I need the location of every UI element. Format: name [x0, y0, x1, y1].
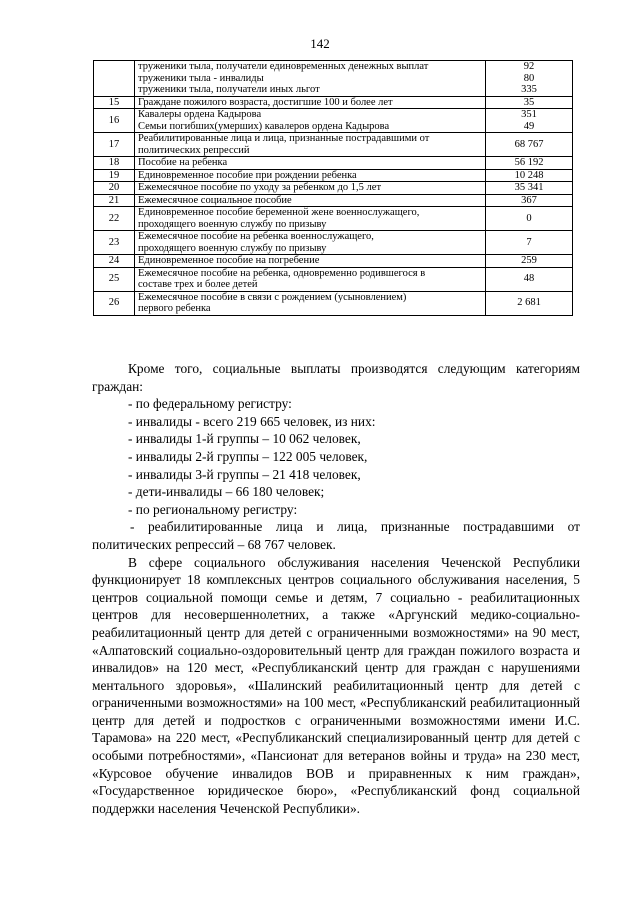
- rehab-paragraph: - реабилитированные лица и лица, признанные пострадавшими от политических репрессий – 68 767 человек.: [92, 519, 580, 552]
- table-row: [94, 231, 573, 255]
- description-line: первого ребенка: [138, 303, 211, 314]
- table-row: [94, 96, 573, 109]
- table-row: [94, 255, 573, 268]
- description-line: Единовременное пособие на погребение: [138, 255, 320, 266]
- list-item: - инвалиды 2-й группы – 122 005 человек,: [128, 448, 368, 464]
- value-cell: [486, 61, 573, 97]
- description-cell: [135, 231, 486, 255]
- row-number-cell: 23: [94, 231, 135, 255]
- row-number-cell: 22: [94, 207, 135, 231]
- table-row: [94, 157, 573, 170]
- description-line: Граждане пожилого возраста, достигшие 100 и более лет: [138, 96, 393, 108]
- description-line: Ежемесячное пособие на ребенка военнослужащего,: [138, 231, 374, 242]
- description-line: Пособие на ребенка: [138, 157, 228, 168]
- value-line: 49: [523, 120, 535, 132]
- row-number-cell: 16: [94, 109, 135, 133]
- table-row: [94, 109, 573, 133]
- row-number-cell: 19: [94, 169, 135, 182]
- value-cell: [486, 182, 573, 195]
- value-cell: [486, 255, 573, 268]
- value-cell: [486, 194, 573, 207]
- value-line: 35 341: [514, 182, 544, 193]
- description-line: Единовременное пособие беременной жене военнослужащего,: [138, 207, 420, 218]
- value-line: 2 681: [517, 297, 541, 309]
- value-line: 7: [526, 236, 532, 248]
- value-line: 35: [523, 96, 535, 108]
- value-line: 0: [526, 212, 532, 224]
- value-line: 48: [523, 273, 535, 285]
- list-item: - инвалиды - всего 219 665 человек, из них:: [128, 413, 376, 429]
- description-line: Ежемесячное пособие на ребенка, одновременно родившегося в: [138, 267, 426, 279]
- description-line: труженики тыла, получатели иных льгот: [138, 84, 320, 95]
- description-line: Ежемесячное социальное пособие: [138, 194, 292, 206]
- page-number: 142: [310, 36, 330, 51]
- row-number-cell: [94, 61, 135, 97]
- value-line: 367: [521, 194, 537, 206]
- table-row: [94, 291, 573, 315]
- value-cell: [486, 169, 573, 182]
- description-line: Кавалеры ордена Кадырова: [138, 109, 262, 120]
- benefits-table-body: [94, 61, 573, 316]
- value-line: 68 767: [514, 138, 544, 150]
- row-number-cell: 25: [94, 267, 135, 291]
- description-line: Ежемесячное пособие в связи с рождением (усыновлением): [138, 291, 407, 303]
- description-line: проходящего военную службу по призыву: [138, 218, 327, 230]
- value-cell: [486, 267, 573, 291]
- table-row: [94, 169, 573, 182]
- description-line: труженики тыла, получатели единовременных денежных выплат: [138, 61, 429, 72]
- table-row: [94, 194, 573, 207]
- description-line: труженики тыла - инвалиды: [138, 72, 264, 84]
- value-line: 56 192: [514, 157, 544, 168]
- value-cell: [486, 96, 573, 109]
- description-line: составе трех и более детей: [138, 279, 258, 290]
- value-cell: [486, 133, 573, 157]
- row-number-cell: 26: [94, 291, 135, 315]
- intro-paragraph: Кроме того, социальные выплаты производятся следующим категориям граждан:: [92, 361, 580, 394]
- value-line: 92: [523, 61, 535, 72]
- description-line: проходящего военную службу по призыву: [138, 242, 327, 254]
- description-line: Единовременное пособие при рождении ребенка: [138, 169, 357, 181]
- description-cell: [135, 61, 486, 97]
- description-cell: [135, 255, 486, 268]
- value-line: 80: [523, 72, 535, 84]
- description-cell: [135, 267, 486, 291]
- value-cell: [486, 291, 573, 315]
- description-cell: [135, 291, 486, 315]
- value-cell: [486, 109, 573, 133]
- description-line: Реабилитированные лица и лица, признанные пострадавшими от: [138, 133, 430, 144]
- description-line: Ежемесячное пособие по уходу за ребенком до 1,5 лет: [138, 182, 382, 193]
- value-line: 259: [521, 255, 537, 266]
- list-item: - по федеральному регистру:: [128, 396, 292, 412]
- table-row: [94, 61, 573, 97]
- value-cell: [486, 157, 573, 170]
- list-item: - по региональному регистру:: [128, 501, 298, 517]
- value-line: 335: [521, 84, 537, 95]
- row-number-cell: 15: [94, 96, 135, 109]
- table-row: [94, 207, 573, 231]
- value-cell: [486, 207, 573, 231]
- description-line: Семьи погибших(умерших) кавалеров ордена Кадырова: [138, 120, 390, 132]
- table-row: [94, 133, 573, 157]
- description-line: политических репрессий: [138, 144, 250, 156]
- value-cell: [486, 231, 573, 255]
- row-number-cell: 18: [94, 157, 135, 170]
- categories-list: [92, 395, 580, 518]
- body-text: [92, 360, 580, 817]
- description-cell: [135, 194, 486, 207]
- row-number-cell: 17: [94, 133, 135, 157]
- row-number-cell: 21: [94, 194, 135, 207]
- row-number-cell: 20: [94, 182, 135, 195]
- description-cell: [135, 169, 486, 182]
- description-cell: [135, 182, 486, 195]
- table-row: [94, 267, 573, 291]
- description-cell: [135, 96, 486, 109]
- description-cell: [135, 207, 486, 231]
- list-item: - инвалиды 3-й группы – 21 418 человек,: [128, 466, 361, 482]
- social-services-paragraph: В сфере социального обслуживания населения Чеченской Республики функционирует 18 комплексных центров социального обслуживания населения, 5 центров социальной помощи семье и детям, 7 социально - реабилитационных центров для несовершеннолетних, а также «Аргунский медико-социально-реабилитационный центр для детей с ограниченными возможностями» на 90 мест, «Алпатовский социально-оздоровительный центр для граждан пожилого возраста и инвалидов» на 120 мест, «Республиканский центр для граждан с нарушениями ментального здоровья», «Шалинский реабилитационный центр для детей с ограниченными возможностями» на 100 мест, «Республиканский реабилитационный центр для детей и подростков с ограниченными возможностями имени И.С. Тарамова» на 220 мест, «Республиканский специализированный центр для детей с особыми потребностями», «Пансионат для ветеранов войны и труда» на 230 мест, «Курсовое обучение инвалидов ВОВ и приравненных к ним граждан», «Государственное юридическое бюро», «Республиканский фонд социальной поддержки населения Чеченской Республики».: [92, 554, 580, 816]
- list-item: - инвалиды 1-й группы – 10 062 человек,: [128, 431, 361, 447]
- benefits-table: [93, 60, 573, 316]
- description-cell: [135, 157, 486, 170]
- value-line: 351: [521, 109, 537, 120]
- description-cell: [135, 133, 486, 157]
- value-line: 10 248: [514, 169, 544, 181]
- table-row: [94, 182, 573, 195]
- row-number-cell: 24: [94, 255, 135, 268]
- description-cell: [135, 109, 486, 133]
- list-item: - дети-инвалиды – 66 180 человек;: [128, 484, 325, 500]
